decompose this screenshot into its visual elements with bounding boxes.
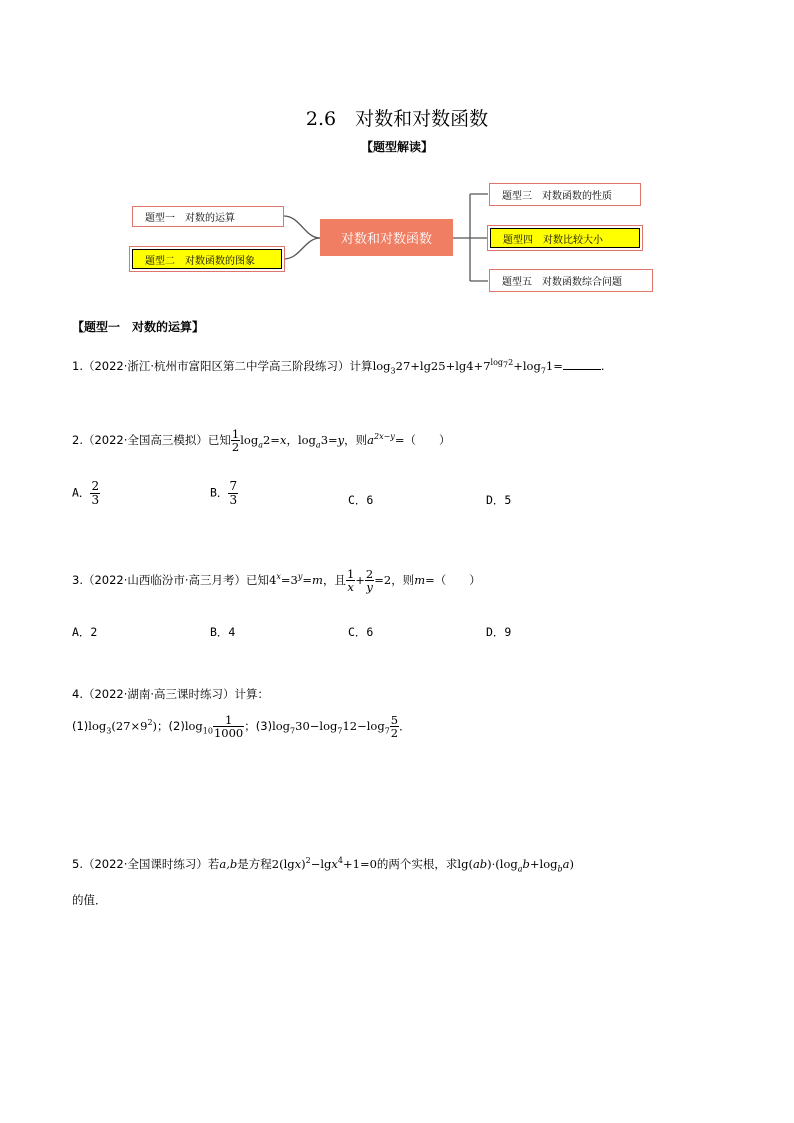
q4-part2-label: ；(2): [157, 719, 185, 734]
q2-expr: $a^{2x-y}$: [367, 432, 395, 448]
mindmap-connectors: [0, 0, 794, 310]
question-4-parts: $(1)\log_3(27\times 9^2)$；$(2)\log_{10}$ $\frac{1}{1000}$ ；$(3)\log_730-\log_712-\log_7$ $\frac{5}{2}$ ．: [72, 713, 411, 741]
q2-option-b: B． $\frac{7}{3}$: [210, 479, 238, 507]
q1-suffix: .: [600, 359, 605, 373]
mindmap-center-node: 对数和对数函数: [320, 219, 453, 256]
q3-frac1: $\frac{1}{x}$: [346, 567, 355, 595]
question-5-line2: 的值．: [72, 893, 107, 907]
question-4: 4.（2022·湖南·高三课时练习）计算：: [72, 687, 270, 701]
question-5: [72, 856, 574, 873]
q2-fraction-half: $\frac{1}{2}$: [231, 427, 240, 455]
q3-prefix: 3.（2022·山西临汾市·高三月考）已知: [72, 573, 270, 588]
mindmap: [0, 0, 794, 310]
q2-prefix: 2.（2022·全国高三模拟）已知: [72, 433, 231, 448]
q4-part1-expr: $\log_3(27\times 9^2)$: [88, 718, 158, 736]
q4-part3-label: ；(3): [244, 719, 273, 734]
q5-mid2: 的两个实根，求: [376, 857, 458, 871]
q2-option-c: C．6: [348, 493, 374, 507]
q1-answer-blank: [563, 359, 601, 370]
mindmap-node-type2: 题型二 对数函数的图象: [132, 249, 282, 269]
q3-suffix: （ ）: [434, 573, 481, 588]
q2-cond1: $\log_a2=x$: [240, 433, 287, 450]
q2-option-a: A． $\frac{2}{3}$: [72, 479, 100, 507]
connector-left-1: [284, 216, 320, 238]
question-2: 2.（2022·全国高三模拟）已知 $\frac{1}{2}$ $\log_a2=x$，$\log_a3=y$，则$a^{2x-y}=$（ ）: [72, 427, 451, 455]
mindmap-node-type5: 题型五 对数函数综合问题: [489, 269, 653, 292]
q4-part3-frac: $\frac{5}{2}$: [390, 713, 399, 741]
question-1: [72, 358, 605, 375]
page-subtitle: 【题型解读】: [360, 140, 433, 154]
q3-then: ，则: [391, 573, 415, 588]
mindmap-node-type1: 题型一 对数的运算: [132, 206, 284, 227]
q1-prefix: 1.（2022·浙江·杭州市富阳区第二中学高三阶段练习）计算: [72, 359, 373, 373]
q3-frac2: $\frac{2}{y}$: [365, 567, 374, 595]
q3-option-c: C．6: [348, 625, 374, 639]
q4-part2-frac: $\frac{1}{1000}$: [213, 713, 244, 741]
q3-option-a: A．2: [72, 625, 98, 639]
q5-prefix: 5.（2022·全国课时练习）若: [72, 857, 220, 871]
q2-cond2: $\log_a3=y$: [297, 433, 345, 450]
mindmap-node-type3: 题型三 对数函数的性质: [489, 183, 641, 206]
question-3: 3.（2022·山西临汾市·高三月考）已知$4^x=3^y=m$，且 $\frac{1}{x}$ + $\frac{2}{y}$ =2，则m=（ ）: [72, 567, 481, 595]
q4-part2-expr: $\log_{10}$: [184, 719, 213, 736]
q2-then: ，则: [344, 433, 368, 448]
q1-formula: $\log_327+\lg 25+\lg 4+7^{log_72}+\log_71=$: [372, 358, 563, 376]
q4-part3-expr: $\log_730-\log_712-\log_7$: [272, 719, 390, 736]
mindmap-node-type4: 题型四 对数比较大小: [490, 228, 640, 248]
q3-and: ，且: [322, 573, 346, 588]
q2-comma: ，: [286, 433, 298, 448]
q5-target-expr: $\lg(ab)\cdot(\log_ab+\log_ba)$: [457, 857, 574, 874]
q2-option-d: D．5: [486, 493, 512, 507]
q5-vars: a,b: [219, 857, 238, 871]
section-heading: 【题型一 对数的运算】: [72, 320, 205, 334]
q5-equation: $2(\lg x)^2-\lg x^4+1=0$: [271, 856, 377, 871]
q2-suffix: （ ）: [404, 433, 451, 448]
connector-left-2: [284, 238, 320, 259]
q3-cond1: $4^x=3^y=m$: [269, 572, 323, 588]
q3-option-d: D．9: [486, 625, 512, 639]
q5-mid1: 是方程: [237, 857, 272, 871]
q3-option-b: B．4: [210, 625, 236, 639]
q4-part1-label: (1): [72, 719, 89, 734]
page-title: 2.6 对数和对数函数: [305, 108, 489, 130]
